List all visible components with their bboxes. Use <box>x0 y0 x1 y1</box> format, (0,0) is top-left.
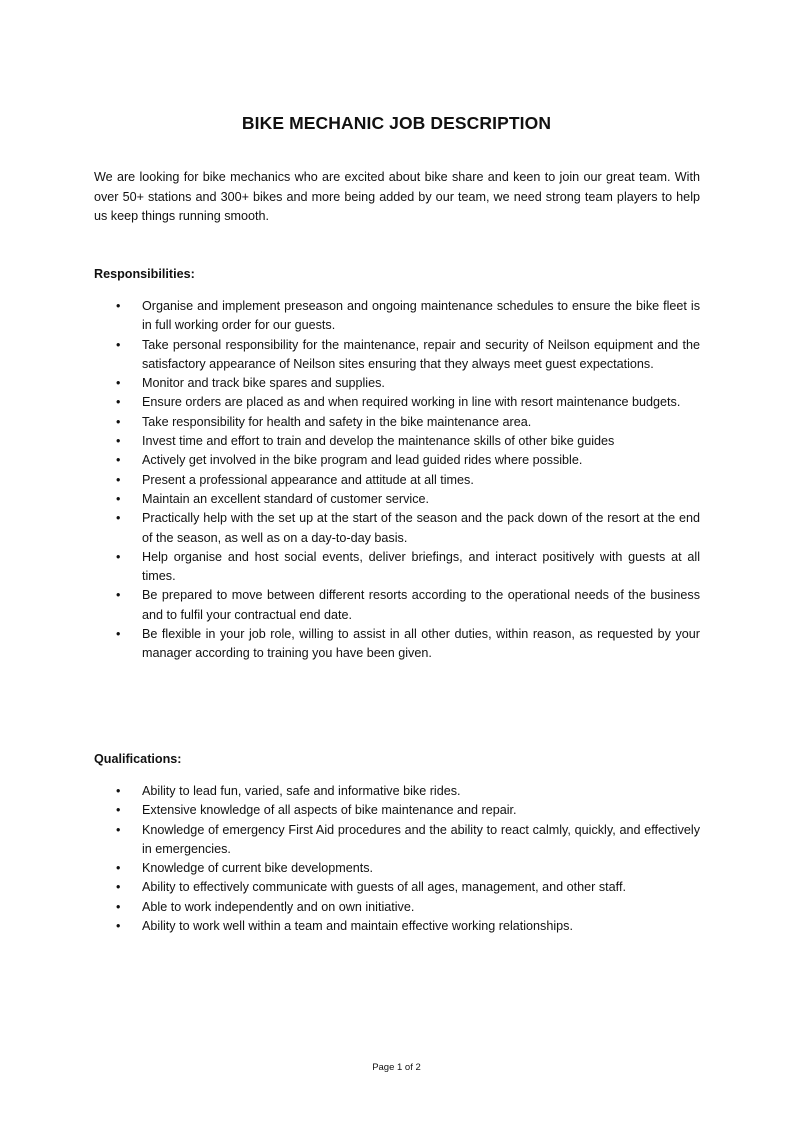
list-item <box>94 898 700 917</box>
list-item <box>94 432 700 451</box>
list-item-text: Knowledge of emergency First Aid procedures and the ability to react calmly, quickly, and effectively in emergencies. <box>142 822 700 856</box>
list-item <box>94 374 700 393</box>
list-item <box>94 625 700 664</box>
list-item-text: Ensure orders are placed as and when required working in line with resort maintenance budgets. <box>142 395 681 410</box>
list-item-text: Maintain an excellent standard of customer service. <box>142 491 429 506</box>
list-item <box>94 548 700 587</box>
bullet-icon: • <box>116 434 121 449</box>
bullet-icon: • <box>116 784 121 798</box>
list-item-text: Knowledge of current bike developments. <box>142 861 374 876</box>
list-item-text: Be flexible in your job role, willing to assist in all other duties, within reason, as requested by your manager according to training you have been given. <box>142 627 700 661</box>
list-item-text: Monitor and track bike spares and supplies. <box>142 376 385 391</box>
list-item-text: Ability to work well within a team and maintain effective working relationships. <box>142 919 573 934</box>
list-item <box>94 821 700 860</box>
list-item <box>94 413 700 432</box>
bullet-icon: • <box>116 803 121 818</box>
list-item-text: Organise and implement preseason and ongoing maintenance schedules to ensure the bike fleet is in full working order for our guests. <box>142 299 700 333</box>
bullet-icon: • <box>116 627 121 642</box>
bullet-icon: • <box>116 337 121 352</box>
bullet-icon: • <box>116 919 121 934</box>
list-item <box>94 336 700 375</box>
list-item <box>94 586 700 625</box>
list-item <box>94 859 700 878</box>
list-item <box>94 917 700 936</box>
list-item <box>94 782 700 801</box>
bullet-icon: • <box>116 511 121 526</box>
list-item <box>94 801 700 820</box>
bullet-icon: • <box>116 453 121 468</box>
list-item-text: Present a professional appearance and attitude at all times. <box>142 472 474 487</box>
intro-paragraph: We are looking for bike mechanics who are excited about bike share and keen to join our great team. With over 50+ stations and 300+ bikes and more being added by our team, we need strong team players to help us keep things running smooth. <box>94 170 700 223</box>
page-title: BIKE MECHANIC JOB DESCRIPTION <box>241 113 552 133</box>
list-item-text: Actively get involved in the bike program and lead guided rides where possible. <box>142 453 583 468</box>
bullet-icon: • <box>116 395 121 410</box>
bullet-icon: • <box>116 861 121 876</box>
list-item-text: Take responsibility for health and safety in the bike maintenance area. <box>142 414 532 429</box>
qualifications-list <box>94 782 700 936</box>
list-item-text: Be prepared to move between different resorts according to the operational needs of the business and to fulfil your contractual end date. <box>142 588 700 622</box>
bullet-icon: • <box>116 880 121 895</box>
list-item <box>94 297 700 336</box>
list-item <box>94 393 700 412</box>
list-item-text: Extensive knowledge of all aspects of bike maintenance and repair. <box>142 803 517 818</box>
page-number: Page 1 of 2 <box>372 1062 421 1073</box>
responsibilities-heading: Responsibilities: <box>94 267 195 281</box>
bullet-icon: • <box>116 588 121 603</box>
responsibilities-list <box>94 297 700 664</box>
bullet-icon: • <box>116 414 121 429</box>
bullet-icon: • <box>116 472 121 487</box>
list-item-text: Able to work independently and on own initiative. <box>142 899 415 914</box>
list-item <box>94 471 700 490</box>
list-item-text: Help organise and host social events, deliver briefings, and interact positively with guests at all times. <box>142 549 700 584</box>
list-item-text: Take personal responsibility for the maintenance, repair and security of Neilson equipment and the satisfactory appearance of Neilson sites ensuring that they always meet guest expectations. <box>142 337 700 371</box>
list-item-text: Ability to lead fun, varied, safe and informative bike rides. <box>142 784 461 798</box>
list-item-text: Invest time and effort to train and develop the maintenance skills of other bike guides <box>142 434 615 449</box>
bullet-icon: • <box>116 549 121 564</box>
list-item <box>94 451 700 470</box>
bullet-icon: • <box>116 491 121 506</box>
bullet-icon: • <box>116 299 121 313</box>
list-item <box>94 878 700 897</box>
bullet-icon: • <box>116 899 121 914</box>
bullet-icon: • <box>116 822 121 837</box>
list-item <box>94 490 700 509</box>
qualifications-heading: Qualifications: <box>94 752 182 766</box>
list-item <box>94 509 700 548</box>
list-item-text: Ability to effectively communicate with guests of all ages, management, and other staff. <box>142 880 626 895</box>
bullet-icon: • <box>116 376 121 391</box>
list-item-text: Practically help with the set up at the start of the season and the pack down of the resort at the end of the season, as well as on a day-to-day basis. <box>142 511 700 545</box>
